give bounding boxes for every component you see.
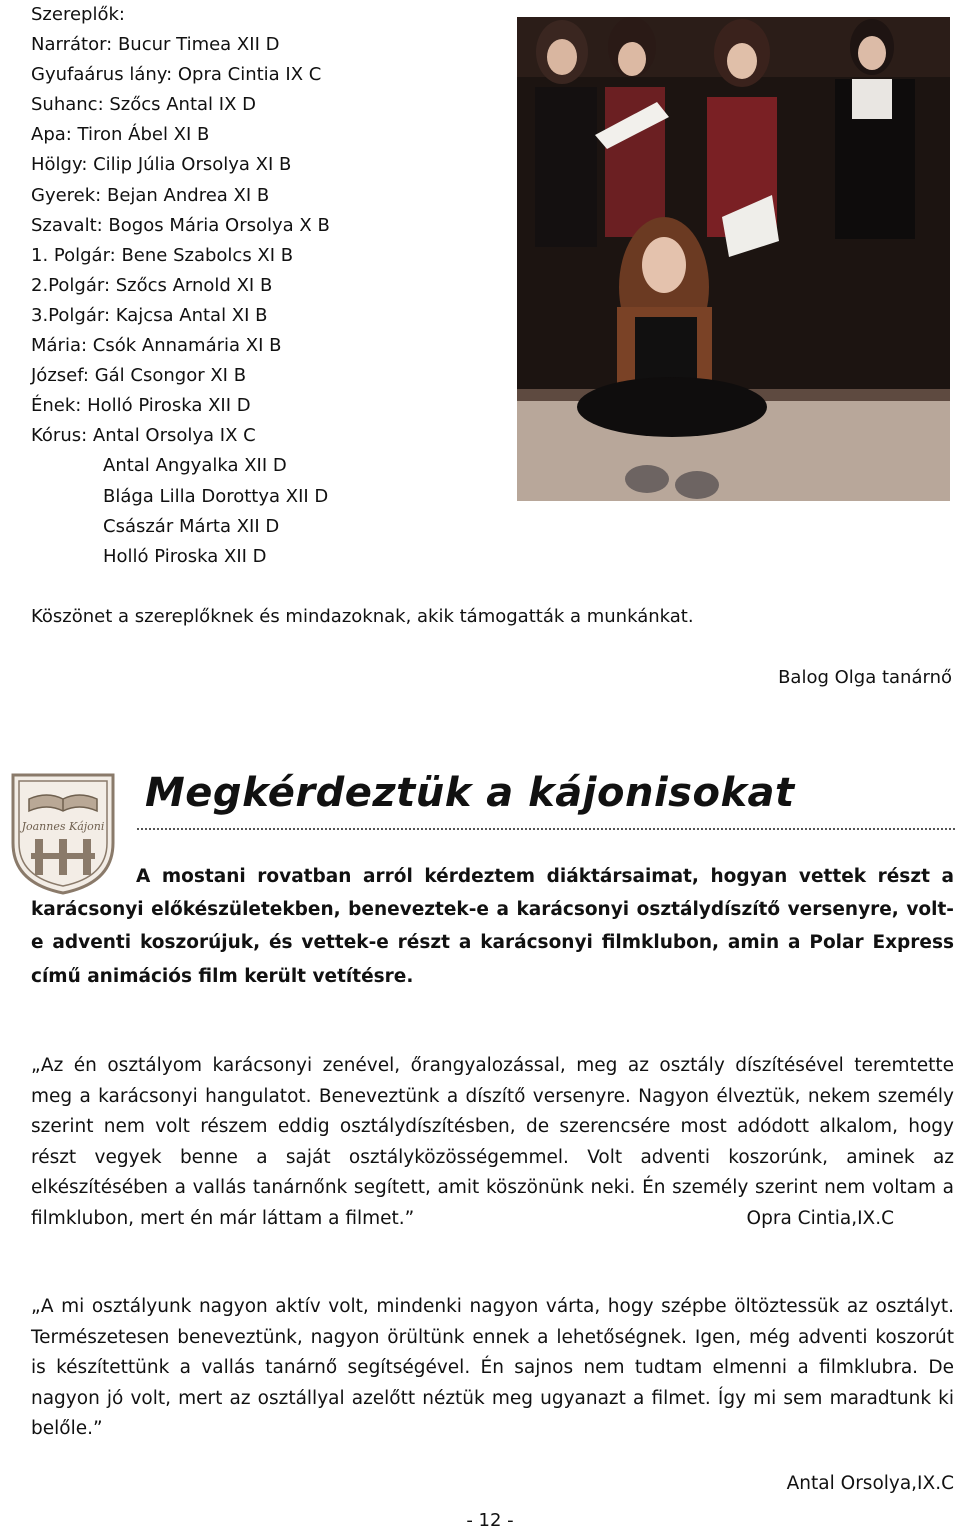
article-title: Megkérdeztük a kájonisokat — [145, 770, 795, 816]
cast-line: József: Gál Csongor XI B — [31, 365, 247, 387]
interview-quote-2: „A mi osztályunk nagyon aktív volt, mindenki nagyon várta, hogy szépbe öltöztessük az osztályt. Természetesen beneveztünk, nagyon örültünk ennek a lehetőségnek. Igen, még adventi koszorút is készítettünk a vallás tanárnő segítségével. Én sajnos nem tudtam elmenni a filmklubra. De nagyon jó volt, mert az osztállyal azelőtt néztük meg ugyanazt a filmet. Így mi sem maradtunk ki belőle.” — [31, 1296, 954, 1440]
quote-1-text: „Az én osztályom karácsonyi zenével, őrangyalozással, meg az osztály díszítésével teremtette meg a karácsonyi hangulatot. Beneveztünk a díszítő versenyre. Nagyon élveztük, nekem személy szerint nem volt részem eddig osztálydíszítésben, de szerencsére most adódott alkalom, hogy részt vegyek benne a saját osztályközösségemmel. Volt adventi koszorúnk, aminek az elkészítésében a vallás tanárnőnk segített, amit köszönünk neki. Én személy szerint nem voltam a filmklubon, mert én már láttam a filmet.” — [31, 1055, 954, 1229]
cast-line: Kórus: Antal Orsolya IX C — [31, 425, 256, 447]
cast-line: Narrátor: Bucur Timea XII D — [31, 34, 280, 56]
cast-line: Mária: Csók Annamária XI B — [31, 335, 282, 357]
cast-line: 1. Polgár: Bene Szabolcs XI B — [31, 244, 294, 266]
choir-member: Blága Lilla Dorottya XII D — [103, 485, 329, 507]
choir-member: Holló Piroska XII D — [103, 545, 267, 567]
stage-photo — [517, 17, 950, 501]
stage-photo-illustration — [517, 17, 950, 501]
cast-line: Gyufaárus lány: Opra Cintia IX C — [31, 64, 322, 86]
quote-2-author: Antal Orsolya,IX.C — [786, 1473, 954, 1494]
cast-line: Suhanc: Szőcs Antal IX D — [31, 94, 256, 116]
choir-member: Császár Márta XII D — [103, 515, 280, 537]
cast-heading: Szereplők: — [31, 4, 125, 25]
cast-list — [31, 0, 511, 572]
article-intro: A mostani rovatban arról kérdeztem diáktársaimat, hogyan vettek részt a karácsonyi előkészületekben, beneveztek-e a karácsonyi osztálydíszítő versenyre, volt-e adventi koszorújuk, és vettek-e részt a karácsonyi filmklubon, amin a Polar Express című animációs film került vetítésre. — [31, 866, 954, 987]
quote-1-author: Opra Cintia,IX.C — [746, 1207, 894, 1229]
title-divider — [137, 828, 955, 830]
cast-line: Apa: Tiron Ábel XI B — [31, 124, 210, 146]
thanks-line: Köszönet a szereplőknek és mindazoknak, akik támogatták a munkánkat. — [31, 606, 694, 627]
interview-quote-1 — [31, 1051, 954, 1235]
author-signature: Balog Olga tanárnő — [778, 667, 952, 688]
cast-line: Gyerek: Bejan Andrea XI B — [31, 184, 270, 206]
cast-line: Ének: Holló Piroska XII D — [31, 395, 251, 417]
choir-member: Antal Angyalka XII D — [103, 455, 287, 477]
cast-line: 2.Polgár: Szőcs Arnold XI B — [31, 274, 273, 296]
cast-line: 3.Polgár: Kajcsa Antal XI B — [31, 304, 268, 326]
page-number: - 12 - — [466, 1510, 514, 1531]
logo-lettering: Joannes Kájoni — [21, 820, 105, 833]
cast-line: Hölgy: Cilip Júlia Orsolya XI B — [31, 154, 292, 176]
cast-line: Szavalt: Bogos Mária Orsolya X B — [31, 214, 330, 236]
